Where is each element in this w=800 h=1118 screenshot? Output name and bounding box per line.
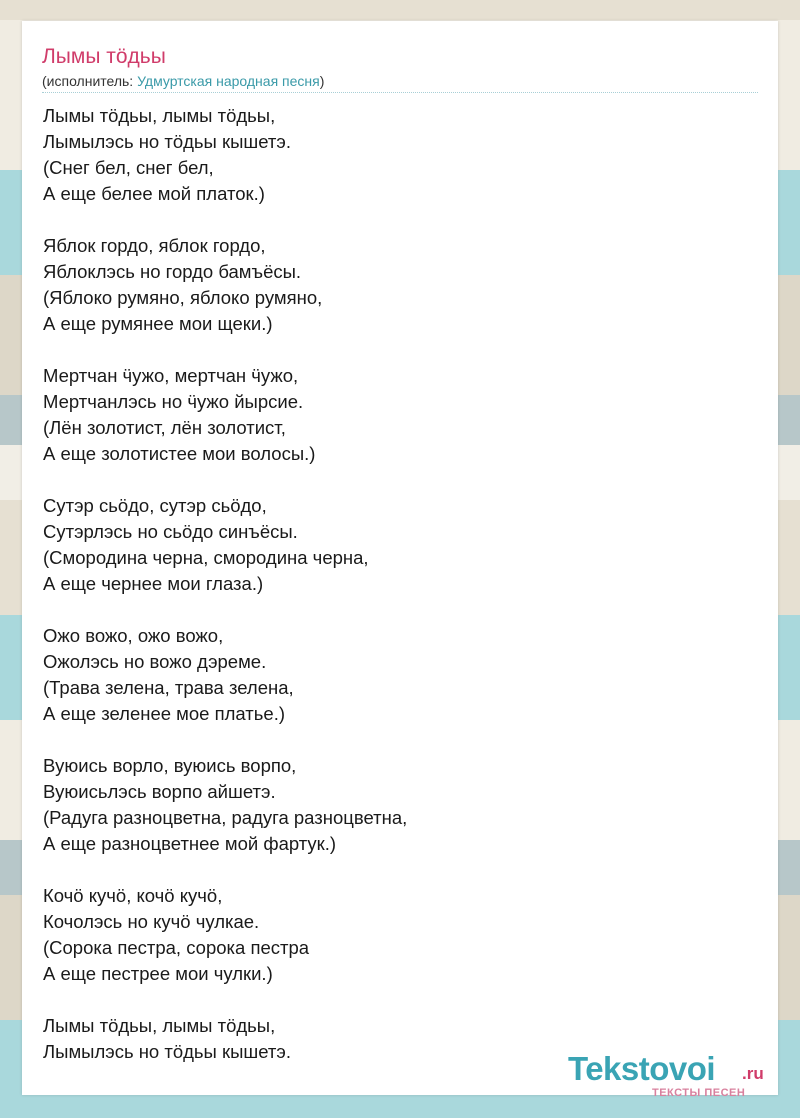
title-divider [42, 92, 758, 93]
lyric-line: (Трава зелена, трава зелена, [43, 677, 294, 698]
performer-line [42, 73, 324, 89]
lyric-line: Яблоклэсь но гордо бамъёсы. [43, 261, 302, 282]
lyrics-body [43, 103, 763, 1091]
lyric-line: (Яблоко румяно, яблоко румяно, [43, 287, 323, 308]
lyric-line: Сутэр сьӧдо, сутэр сьӧдо, [43, 495, 267, 516]
lyric-line: А еще чернее мои глаза.) [43, 573, 264, 594]
lyric-line: (Смородина черна, смородина черна, [43, 547, 369, 568]
performer-suffix: ) [319, 73, 325, 89]
lyric-line: (Лён золотист, лён золотист, [43, 417, 286, 438]
lyric-line: Ожолэсь но вожо дэреме. [43, 651, 267, 672]
lyric-line: Вуюисьлэсь ворпо айшетэ. [43, 781, 276, 802]
artist-link[interactable]: Удмуртская народная песня [137, 73, 320, 89]
lyric-line: Лымылэсь но тӧдьы кышетэ. [43, 131, 291, 152]
logo-domain-suffix: .ru [742, 1064, 764, 1083]
stanza [43, 623, 763, 727]
song-title: Лымы тӧдьы [42, 45, 166, 68]
lyric-line: А еще пестрее мои чулки.) [43, 963, 273, 984]
site-logo[interactable] [568, 1050, 778, 1099]
lyric-line: Сутэрлэсь но сьӧдо синъёсы. [43, 521, 298, 542]
lyric-line: Кочолэсь но кучӧ чулкае. [43, 911, 260, 932]
lyrics-sheet [22, 21, 778, 1099]
lyric-line: Лымы тӧдьы, лымы тӧдьы, [43, 1015, 276, 1036]
lyric-line: А еще белее мой платок.) [43, 183, 265, 204]
lyric-line: Вуюись ворло, вуюись ворпо, [43, 755, 297, 776]
lyric-line: Мертчан ӵужо, мертчан ӵужо, [43, 365, 299, 386]
stanza [43, 363, 763, 467]
stanza [43, 493, 763, 597]
stanza [43, 233, 763, 337]
logo-wordmark: Tekstovoi [568, 1050, 716, 1087]
performer-prefix: (исполнитель: [42, 73, 138, 89]
lyric-line: (Сорока пестра, сорока пестра [43, 937, 310, 958]
lyric-line: А еще зеленее мое платье.) [43, 703, 286, 724]
lyric-line: Кочӧ кучӧ, кочӧ кучӧ, [43, 885, 223, 906]
lyric-line: Ожо вожо, ожо вожо, [43, 625, 224, 646]
lyric-line: (Радуга разноцветна, радуга разноцветна, [43, 807, 408, 828]
lyric-line: Яблок гордо, яблок гордо, [43, 235, 266, 256]
lyric-line: Лымылэсь но тӧдьы кышетэ. [43, 1041, 291, 1062]
lyric-line: (Снег бел, снег бел, [43, 157, 214, 178]
logo-tagline: ТЕКСТЫ ПЕСЕН [652, 1087, 746, 1099]
lyric-line: А еще разноцветнее мой фартук.) [43, 833, 337, 854]
lyric-line: Лымы тӧдьы, лымы тӧдьы, [43, 105, 276, 126]
lyric-line: Мертчанлэсь но ӵужо йырсие. [43, 391, 304, 412]
lyric-line: А еще румянее мои щеки.) [43, 313, 273, 334]
stanza [43, 753, 763, 857]
lyric-line: А еще золотистее мои волосы.) [43, 443, 316, 464]
stanza [43, 103, 763, 207]
stanza [43, 883, 763, 987]
